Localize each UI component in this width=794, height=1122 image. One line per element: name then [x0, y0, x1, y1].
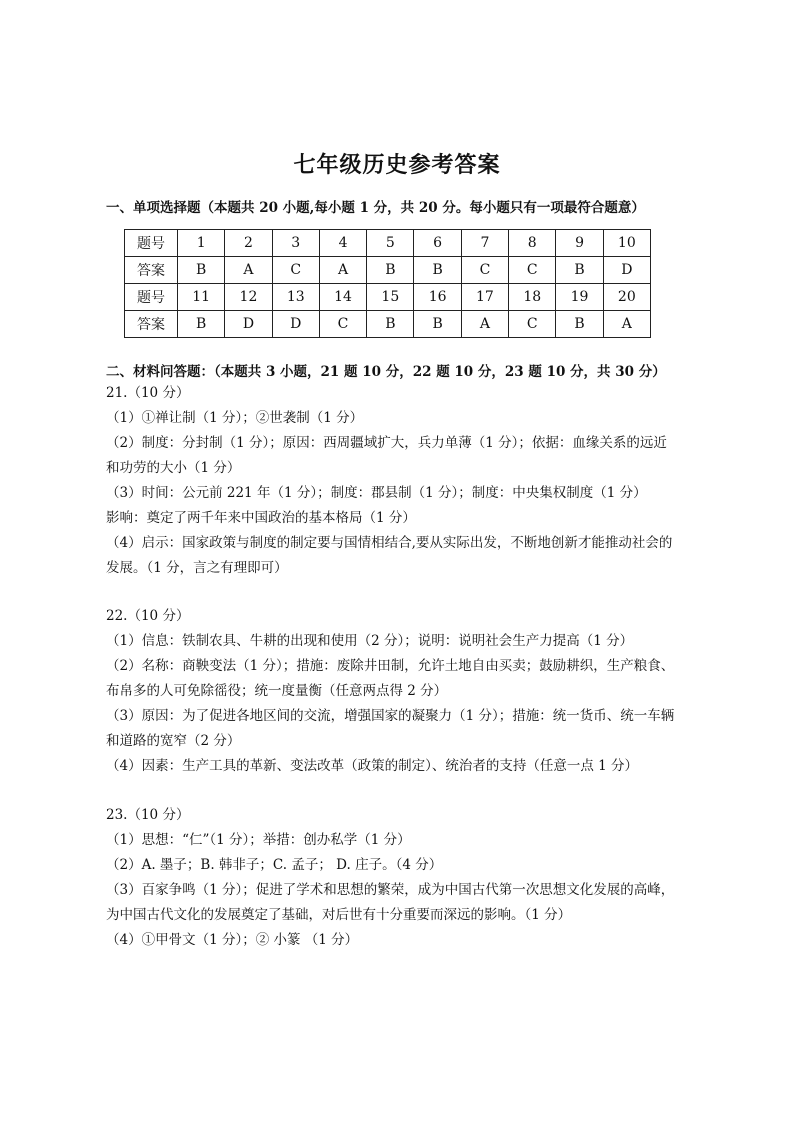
- table-cell: 8: [509, 230, 556, 257]
- table-cell: 20: [603, 284, 650, 311]
- table-cell: A: [603, 311, 650, 338]
- table-cell: A: [319, 257, 366, 284]
- table-cell: 15: [367, 284, 414, 311]
- answer-line: （1）思想：“仁”（1 分）；举措：创办私学（1 分）: [106, 832, 411, 848]
- row-label: 题号: [125, 284, 178, 311]
- row-label: 答案: [125, 311, 178, 338]
- table-row: [125, 284, 651, 311]
- table-row: [125, 311, 651, 338]
- table-cell: 9: [556, 230, 603, 257]
- page-title: 七年级历史参考答案: [293, 152, 501, 178]
- answer-line: （2）名称：商鞅变法（1 分）；措施：废除井田制，允许土地自由买卖；鼓励耕织，生产粮食、: [106, 658, 675, 674]
- table-cell: A: [461, 311, 508, 338]
- answer-line: 发展。（1 分，言之有理即可）: [106, 560, 288, 576]
- table-cell: 7: [461, 230, 508, 257]
- table-cell: B: [414, 257, 461, 284]
- question-21-block: [106, 381, 696, 581]
- table-cell: C: [272, 257, 319, 284]
- table-cell: 19: [556, 284, 603, 311]
- table-cell: 10: [603, 230, 650, 257]
- table-cell: 2: [225, 230, 272, 257]
- table-cell: C: [319, 311, 366, 338]
- table-cell: 4: [319, 230, 366, 257]
- question-header: 23.（10 分）: [106, 807, 190, 823]
- table-cell: B: [414, 311, 461, 338]
- table-row: [125, 230, 651, 257]
- table-cell: C: [461, 257, 508, 284]
- section-heading-material-questions: 二、材料问答题：（本题共 3 小题，21 题 10 分，22 题 10 分，23 题 10 分，共 30 分）: [106, 364, 666, 380]
- answer-line: （4）①甲骨文（1 分）；② 小篆 （1 分）: [106, 932, 359, 948]
- question-22-block: [106, 604, 696, 779]
- table-cell: B: [178, 311, 225, 338]
- answer-line: 为中国古代文化的发展奠定了基础，对后世有十分重要而深远的影响。（1 分）: [106, 907, 572, 923]
- table-cell: D: [272, 311, 319, 338]
- table-cell: B: [556, 257, 603, 284]
- answer-line: （3）原因：为了促进各地区间的交流，增强国家的凝聚力（1 分）；措施：统一货币、统一车辆: [106, 708, 675, 724]
- answer-line: （1）信息：铁制农具、牛耕的出现和使用（2 分）；说明：说明社会生产力提高（1 分）: [106, 633, 634, 649]
- row-label: 题号: [125, 230, 178, 257]
- table-cell: B: [556, 311, 603, 338]
- table-cell: 12: [225, 284, 272, 311]
- answer-line: （1）①禅让制（1 分）；②世袭制（1 分）: [106, 410, 364, 426]
- table-cell: D: [603, 257, 650, 284]
- question-header: 22.（10 分）: [106, 608, 190, 624]
- table-cell: D: [225, 311, 272, 338]
- answer-line: 和功劳的大小（1 分）: [106, 460, 241, 476]
- answer-line: （3）时间：公元前 221 年（1 分）；制度：郡县制（1 分）；制度：中央集权制度（1 分）: [106, 485, 647, 501]
- table-cell: 18: [509, 284, 556, 311]
- question-header: 21.（10 分）: [106, 385, 190, 401]
- table-cell: 6: [414, 230, 461, 257]
- section-heading-multiple-choice: 一、单项选择题（本题共 20 小题,每小题 1 分，共 20 分。每小题只有一项最符合题意）: [106, 200, 645, 216]
- answer-line: 布帛多的人可免除徭役；统一度量衡（任意两点得 2 分）: [106, 683, 448, 699]
- answer-line: 影响：奠定了两千年来中国政治的基本格局（1 分）: [106, 510, 416, 526]
- table-cell: C: [509, 257, 556, 284]
- table-cell: A: [225, 257, 272, 284]
- table-cell: 13: [272, 284, 319, 311]
- table-cell: 3: [272, 230, 319, 257]
- table-cell: B: [178, 257, 225, 284]
- table-cell: 1: [178, 230, 225, 257]
- question-23-block: [106, 803, 696, 953]
- table-cell: 14: [319, 284, 366, 311]
- answer-line: （2）制度：分封制（1 分）；原因：西周疆域扩大，兵力单薄（1 分）；依据：血缘关系的远近: [106, 435, 667, 451]
- row-label: 答案: [125, 257, 178, 284]
- answer-line: （2）A. 墨子；B. 韩非子；C. 孟子； D. 庄子。（4 分）: [106, 857, 443, 873]
- table-cell: 5: [367, 230, 414, 257]
- table-cell: B: [367, 257, 414, 284]
- table-cell: 11: [178, 284, 225, 311]
- answer-line: （4）因素：生产工具的革新、变法改革（政策的制定）、统治者的支持（任意一点 1 分）: [106, 758, 639, 774]
- table-cell: B: [367, 311, 414, 338]
- table-cell: 17: [461, 284, 508, 311]
- answer-line: （3）百家争鸣（1 分）；促进了学术和思想的繁荣，成为中国古代第一次思想文化发展的高峰，: [106, 882, 675, 898]
- answer-line: 和道路的宽窄（2 分）: [106, 733, 241, 749]
- table-row: [125, 257, 651, 284]
- table-cell: C: [509, 311, 556, 338]
- answer-line: （4）启示：国家政策与制度的制定要与国情相结合,要从实际出发，不断地创新才能推动社会的: [106, 535, 673, 551]
- answer-table: [124, 229, 651, 338]
- table-cell: 16: [414, 284, 461, 311]
